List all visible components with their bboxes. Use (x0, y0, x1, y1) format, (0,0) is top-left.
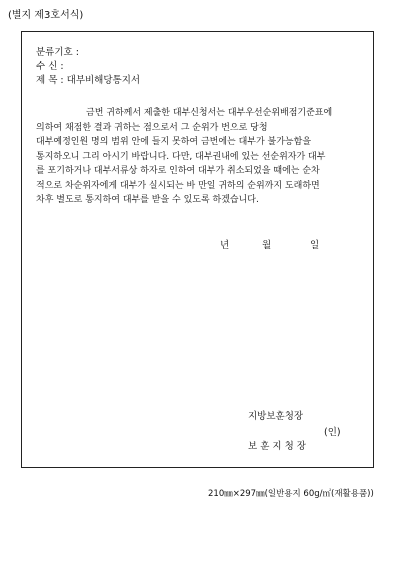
paper-spec-footer: 210㎜×297㎜(일반용지 60g/㎡(재활용품)) (208, 489, 374, 499)
subject-label: 제 목 : (36, 75, 64, 86)
regional-office-head: 지방보훈청장 (248, 411, 304, 422)
body-line: 의하여 채점한 결과 귀하는 점으로서 그 순위가 번으로 당청 (36, 122, 268, 133)
body-line: 대부예정인원 명의 범위 안에 들지 못하여 금번에는 대부가 불가능함을 (36, 137, 312, 147)
classification-label: 분류기호 : (36, 47, 79, 58)
form-number-label: (별지 제3호서식) (8, 10, 84, 21)
seal-mark: (인) (324, 427, 341, 438)
body-line: 통지하오니 그리 아시기 바랍니다. 다만, 대부권내에 있는 선순위자가 대부 (36, 151, 326, 162)
body-line: 금번 귀하께서 제출한 대부신청서는 대부우선순위배점기준표에 (86, 108, 333, 118)
notice-body (36, 106, 366, 208)
branch-office-head: 보 훈 지 청 장 (248, 441, 306, 452)
date-year: 년 (220, 240, 230, 251)
recipient-label: 수 신 : (36, 61, 64, 72)
classification-row (36, 44, 79, 58)
body-line: 차후 별도로 통지하여 대부를 받을 수 있도록 하겠습니다. (36, 195, 259, 205)
document-frame (21, 31, 374, 468)
body-line: 를 포기하거나 대부서류상 하자로 인하여 대부가 취소되었을 때에는 순차 (36, 166, 320, 176)
recipient-row (36, 58, 64, 72)
date-month: 월 (262, 240, 272, 251)
subject-row (36, 72, 140, 86)
date-day: 일 (310, 240, 320, 251)
body-line: 적으로 차순위자에게 대부가 실시되는 바 만일 귀하의 순위까지 도래하면 (36, 180, 320, 191)
subject-value: 대부비해당통지서 (66, 75, 141, 86)
